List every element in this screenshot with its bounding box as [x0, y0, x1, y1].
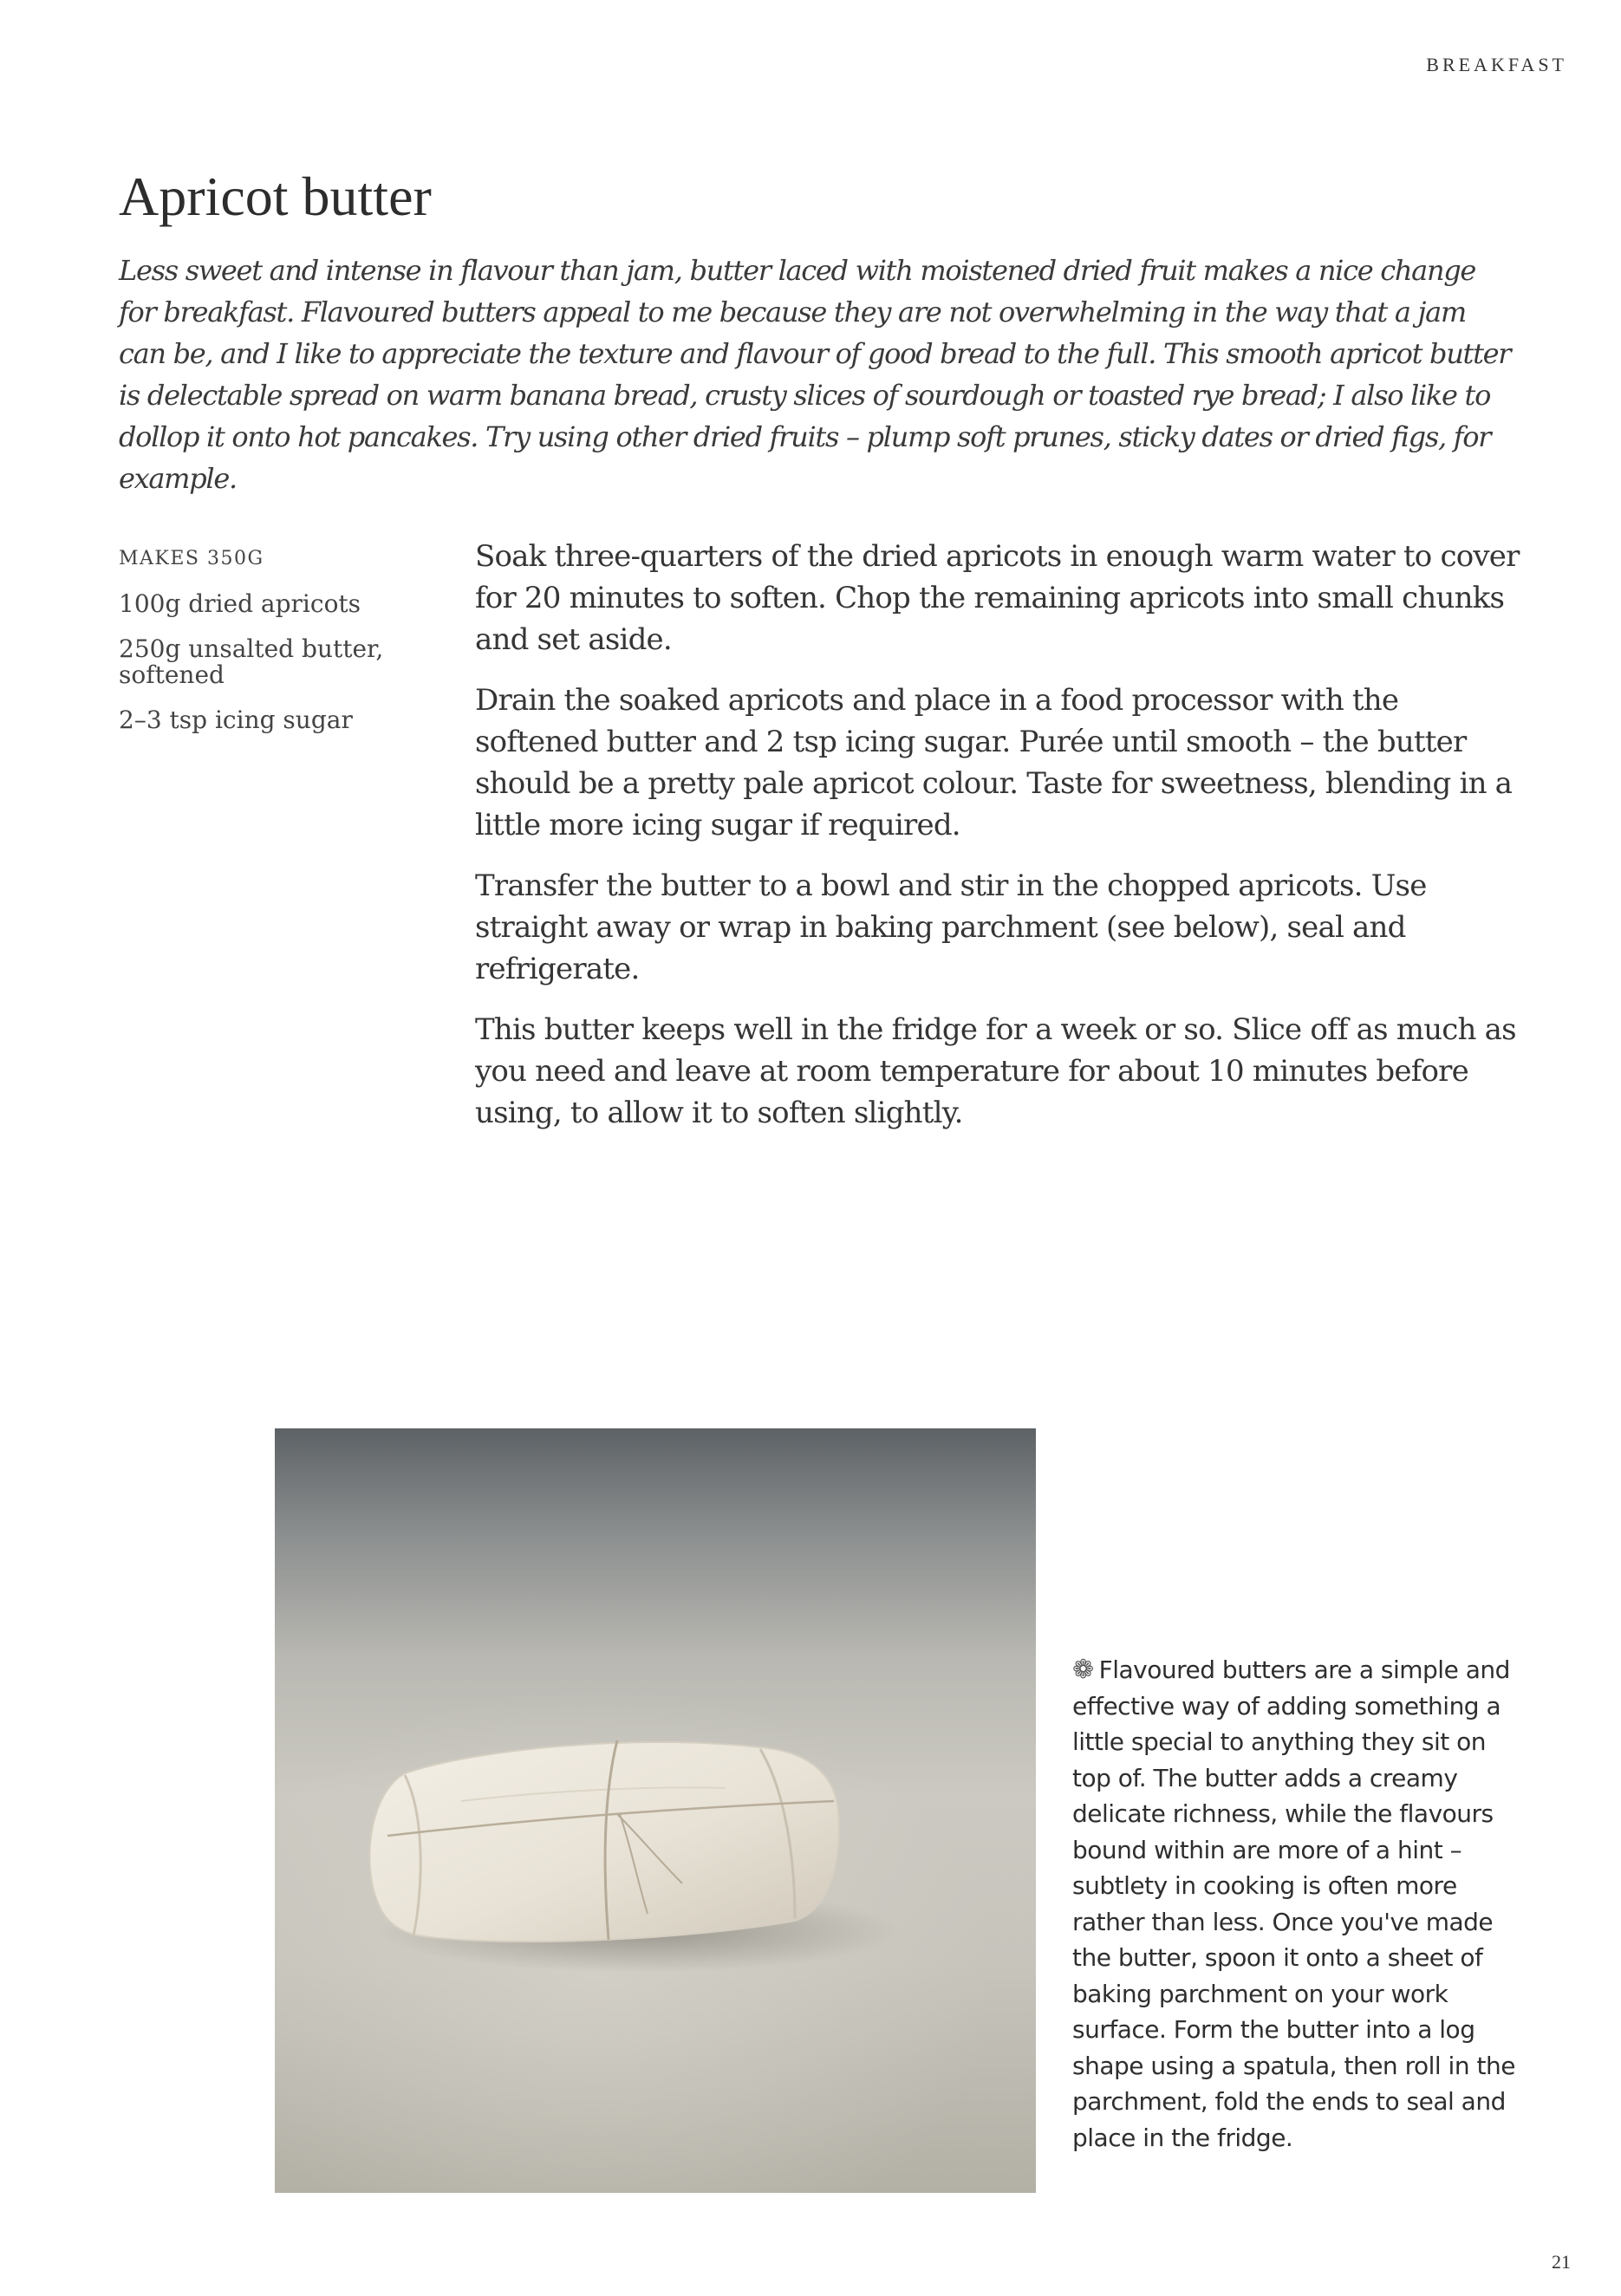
- flower-icon: ❁: [1072, 1655, 1094, 1685]
- section-label: BREAKFAST: [1426, 54, 1567, 75]
- method-step: Soak three-quarters of the dried apricots in enough warm water to cover for 20 minutes to soften. Chop the remaining apricots into small chunks and set aside.: [475, 539, 1520, 657]
- yield-label: MAKES 350G: [119, 548, 264, 569]
- ingredient-item: 250g unsalted butter, softened: [119, 634, 384, 689]
- wrapped-butter-illustration: [275, 1428, 1036, 2193]
- ingredients-list: [119, 546, 431, 752]
- tip-box: [1072, 1652, 1523, 2156]
- method-step: Drain the soaked apricots and place in a food processor with the softened butter and 2 tsp icing sugar. Purée until smooth – the butter should be a pretty pale apricot colour. Taste for sweetness, blending in a little more icing sugar if required.: [475, 683, 1513, 842]
- ingredient-item: 2–3 tsp icing sugar: [119, 706, 353, 734]
- butter-photo: [275, 1428, 1036, 2193]
- page-number: 21: [1552, 2251, 1571, 2273]
- recipe-intro: Less sweet and intense in flavour than jam, butter laced with moistened dried fruit makes a nice change for breakfast. Flavoured butters appeal to me because they are not overwhelming in the way that a jam can be, and I like to appreciate the texture and flavour of good bread to the full. This smooth apricot butter is delectable spread on warm banana bread, crusty slices of sourdough or toasted rye bread; I also like to dollop it onto hot pancakes. Try using other dried fruits – plump soft prunes, sticky dates or dried figs, for example.: [119, 254, 1511, 495]
- recipe-title: Apricot butter: [119, 166, 432, 227]
- tip-text: Flavoured butters are a simple and effective way of adding something a little special to anything they sit on top of. The butter adds a creamy delicate richness, while the flavours bound within are more of a hint – subtlety in cooking is often more rather than less. Once you've made the butter, spoon it onto a sheet of baking parchment on your work surface. Form the butter into a log shape using a spatula, then roll in the parchment, fold the ends to seal and place in the fridge.: [1072, 1655, 1515, 2152]
- method-step: Transfer the butter to a bowl and stir in the chopped apricots. Use straight away or wrap in baking parchment (see below), seal and refrigerate.: [475, 868, 1427, 986]
- method-steps: [475, 536, 1524, 1153]
- ingredient-item: 100g dried apricots: [119, 589, 361, 618]
- method-step: This butter keeps well in the fridge for a week or so. Slice off as much as you need and leave at room temperature for about 10 minutes before using, to allow it to soften slightly.: [475, 1012, 1516, 1130]
